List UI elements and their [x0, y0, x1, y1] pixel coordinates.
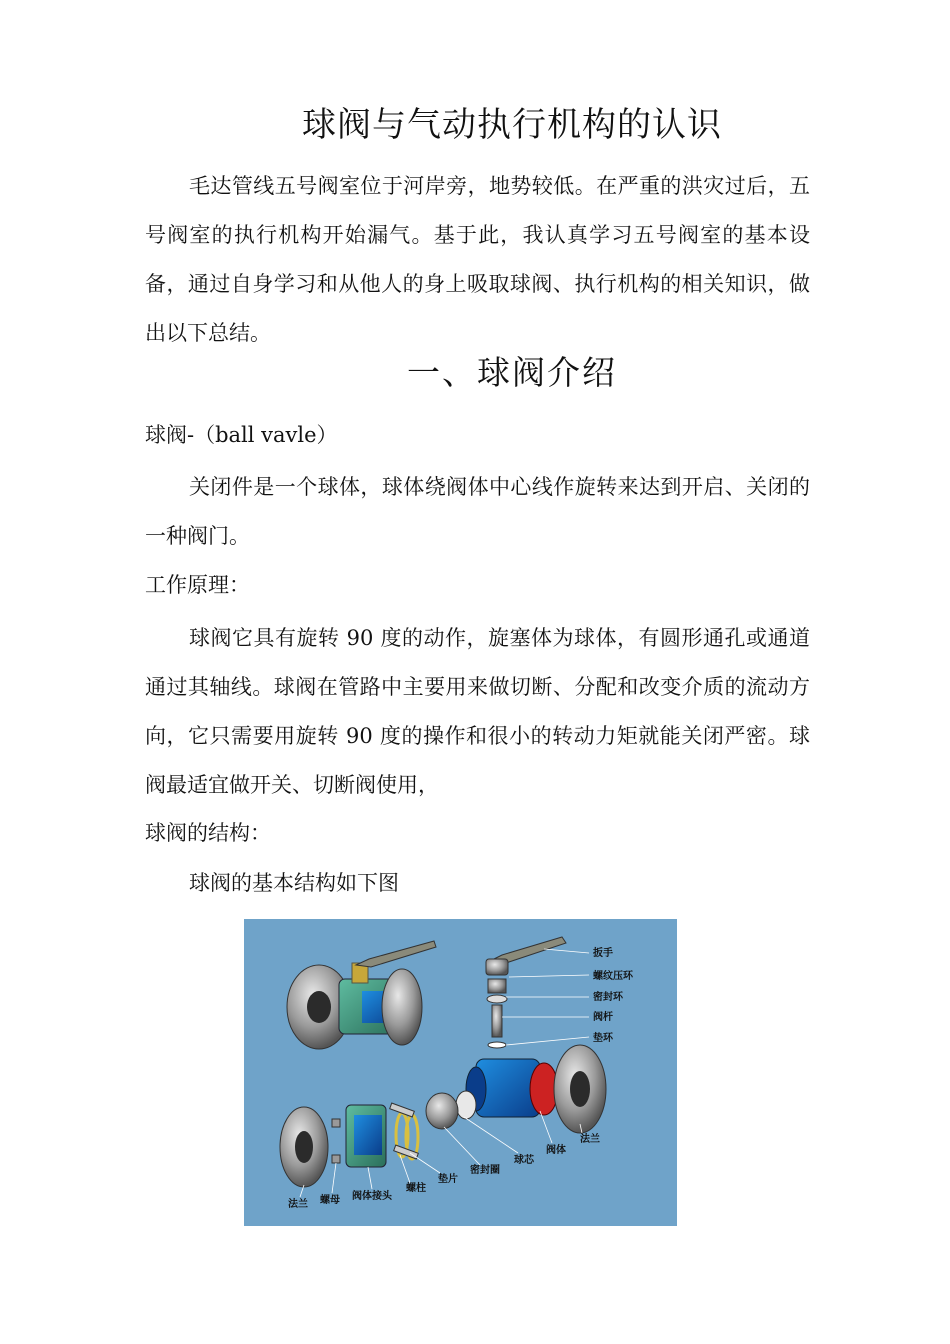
- label-stud: 螺柱: [406, 1183, 426, 1194]
- ball-valve-structure-figure: [244, 919, 677, 1226]
- label-body: 阀体: [546, 1145, 566, 1156]
- label-thread-ring: 螺纹压环: [593, 971, 633, 982]
- label-ball-core: 球芯: [514, 1155, 534, 1166]
- label-nut: 螺母: [320, 1195, 340, 1206]
- intro-paragraph: 毛达管线五号阀室位于河岸旁，地势较低。在严重的洪灾过后，五号阀室的执行机构开始漏气。基于此，我认真学习五号阀室的基本设备，通过自身学习和从他人的身上吸取球阀、执行机构的相关知识，做出以下总结。: [145, 174, 810, 345]
- ball-valve-term: 球阀-（ball vavle）: [145, 423, 338, 447]
- label-gasket-ring: 垫环: [593, 1033, 613, 1044]
- label-seal-ring: 密封环: [593, 992, 623, 1003]
- label-stem: 阀杆: [593, 1012, 613, 1023]
- principle-paragraph: 球阀它具有旋转 90 度的动作，旋塞体为球体，有圆形通孔或通道通过其轴线。球阀在管路中主要用来做切断、分配和改变介质的流动方向，它只需要用旋转 90 度的操作和很小的转动力矩就能关闭严密。球阀最适宜做开关、切断阀使用，: [145, 626, 810, 797]
- label-wrench: 扳手: [593, 948, 613, 959]
- definition-paragraph: 关闭件是一个球体，球体绕阀体中心线作旋转来达到开启、关闭的一种阀门。: [145, 475, 810, 548]
- structure-caption: 球阀的基本结构如下图: [189, 871, 399, 895]
- section-heading: 一、球阀介绍: [407, 353, 617, 392]
- principle-label: 工作原理：: [145, 573, 250, 597]
- structure-label: 球阀的结构：: [145, 821, 271, 845]
- document-title: 球阀与气动执行机构的认识: [302, 105, 722, 145]
- label-flange-right: 法兰: [580, 1134, 600, 1145]
- label-flange-left: 法兰: [288, 1199, 308, 1210]
- label-washer: 垫片: [438, 1174, 458, 1185]
- label-body-connector: 阀体接头: [352, 1191, 392, 1202]
- label-seal-circle: 密封圈: [470, 1165, 500, 1176]
